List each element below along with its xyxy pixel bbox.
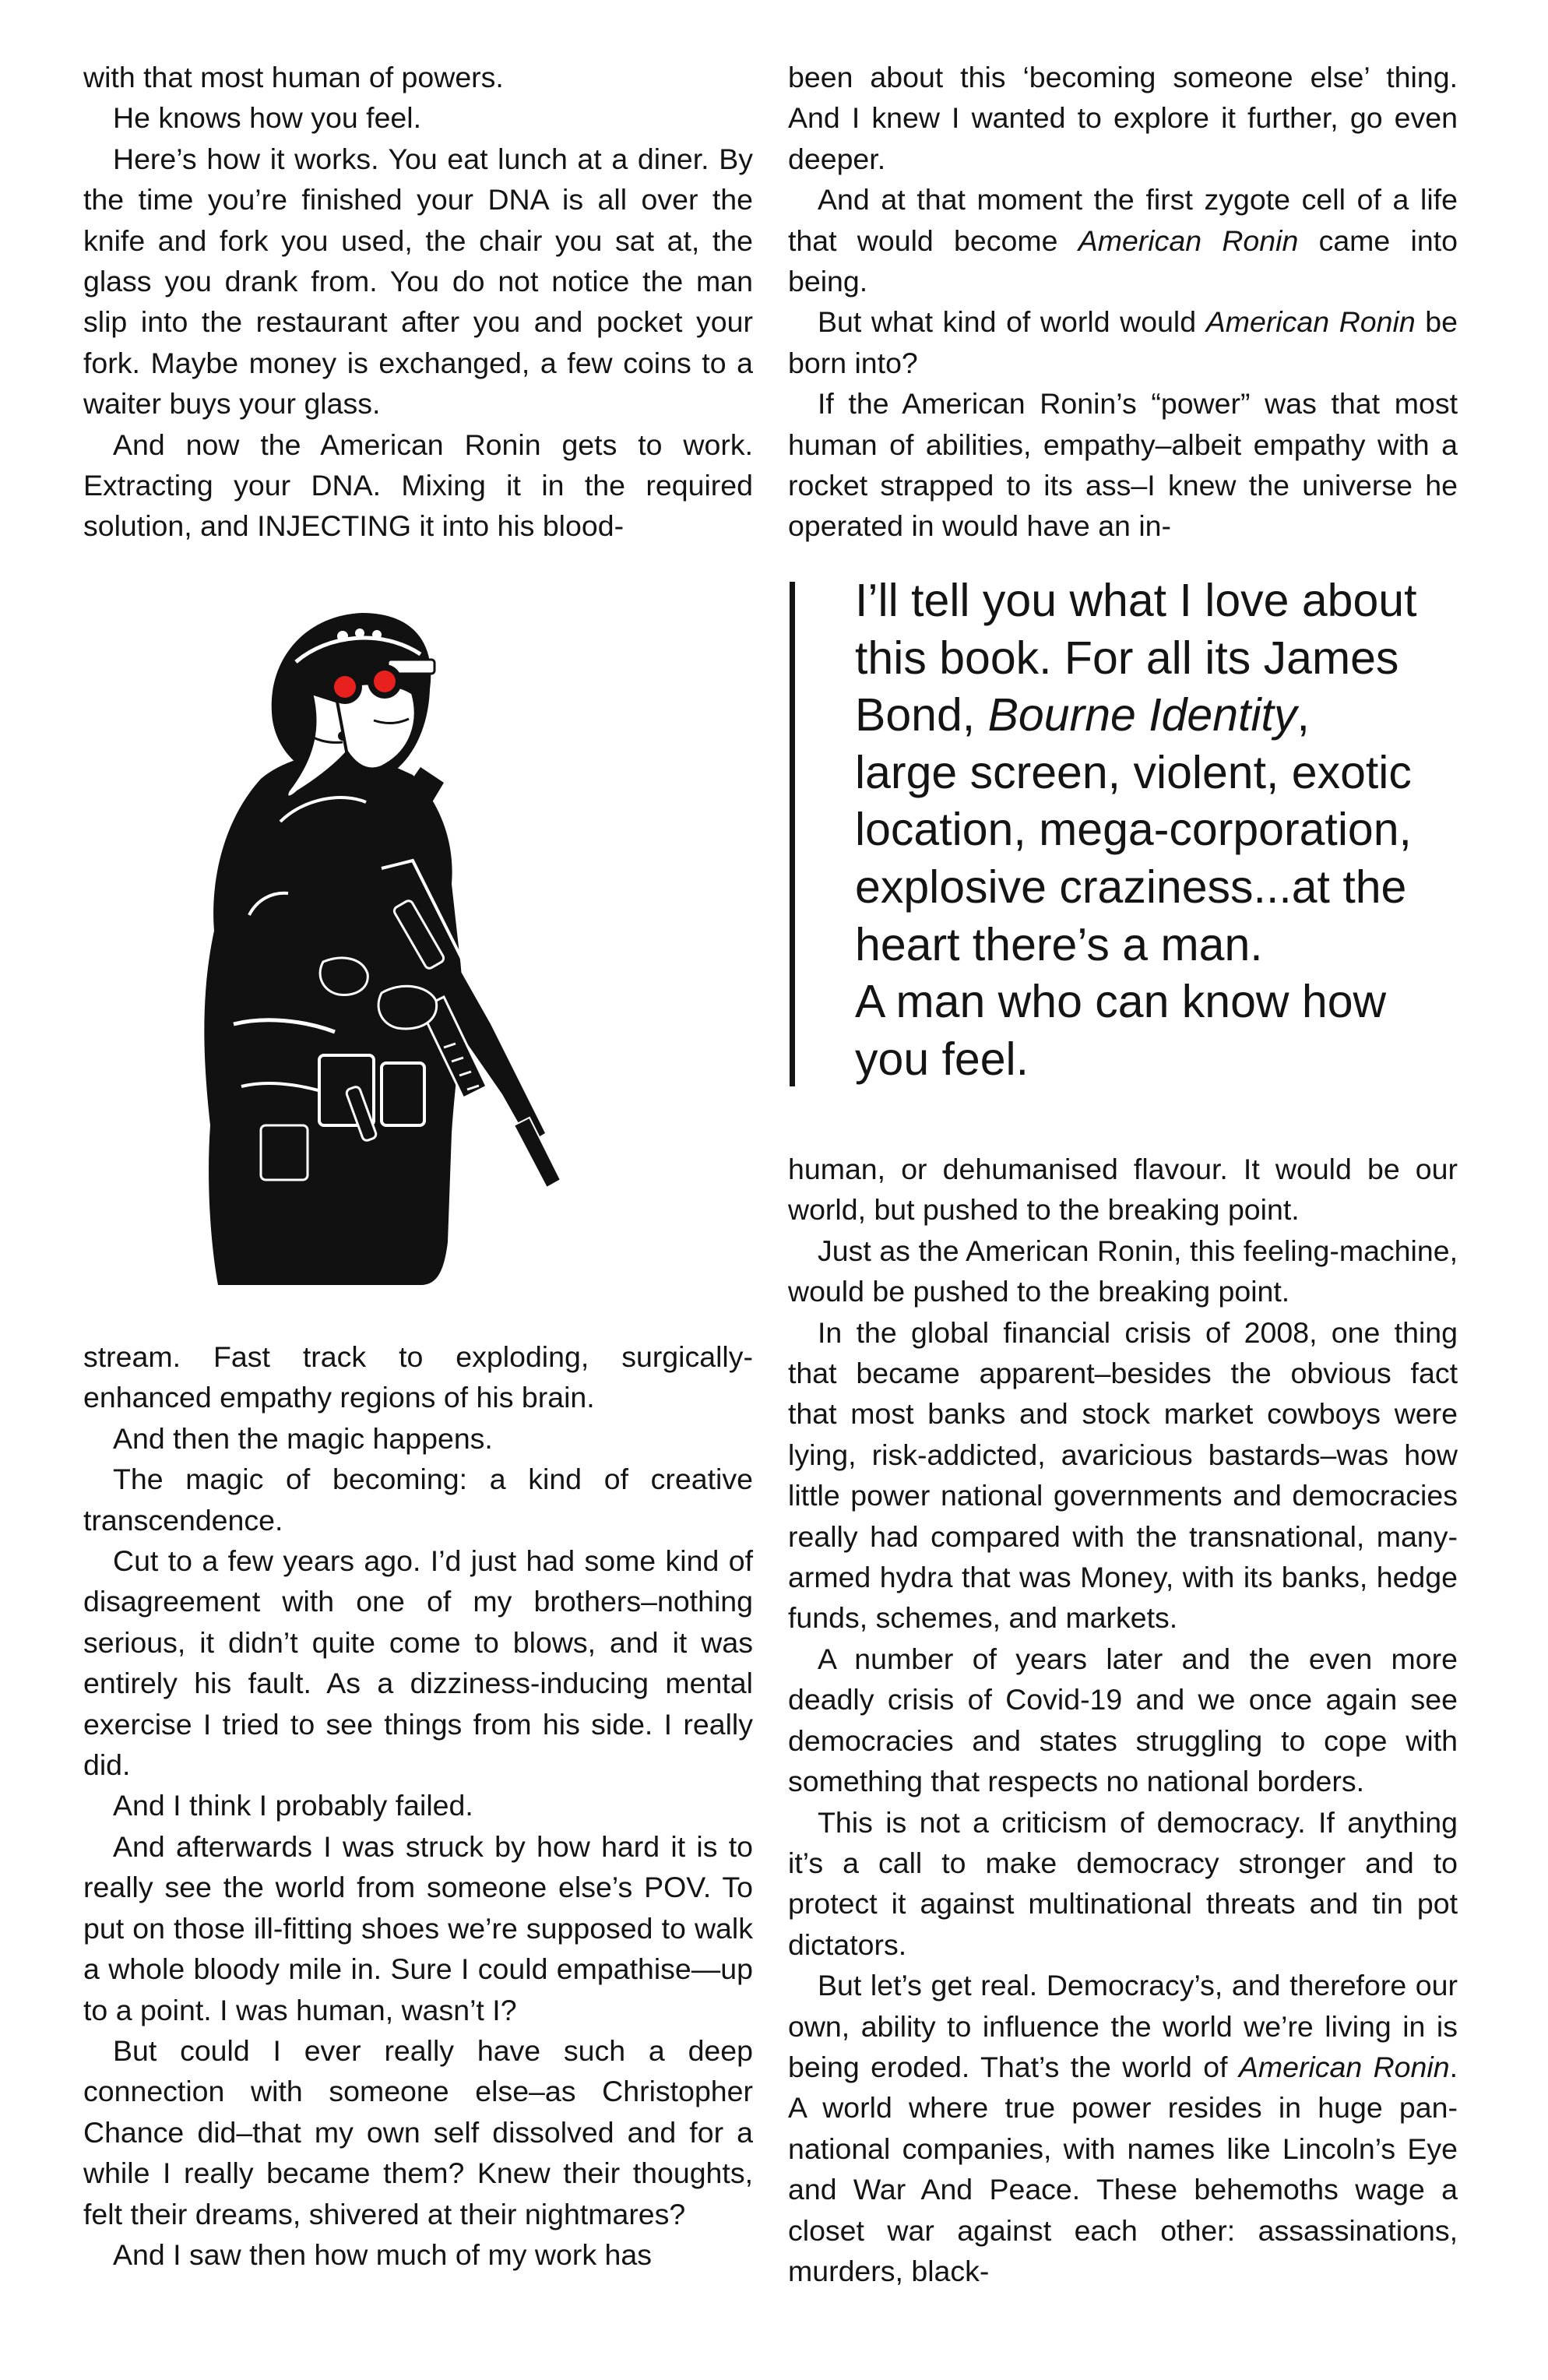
paragraph: Cut to a few years ago. I’d just had some kind of disagreement with one of my brothers–nothing serious, it didn’t quite come to blows, and it was entirely his fault. As a dizziness-inducing mental exercise I tried to see things from his side. I really did.: [83, 1544, 753, 1782]
film-title-italic: Bourne Identity: [987, 689, 1297, 741]
paragraph: But could I ever really have such a deep connection with someone else–as Christopher Chance did–that my own self dissolved and for a while I really became them? Knew their thoughts, felt their dreams, shivered at their nightmares?: [83, 2033, 753, 2230]
text-run: Bond,: [855, 689, 988, 741]
paragraph: The magic of becoming: a kind of creative transcendence.: [83, 1463, 753, 1537]
masked-soldier-with-rifle-icon: [187, 588, 670, 1289]
pull-quote-text: [855, 572, 1493, 1088]
pull-quote-line: A man who can know how: [855, 976, 1387, 1028]
book-title-italic: American Ronin: [1078, 224, 1299, 257]
paragraph: And I think I probably failed.: [113, 1789, 473, 1822]
paragraph: stream. Fast track to exploding, surgically-enhanced empathy regions of his brain.: [83, 1340, 753, 1414]
right-column-bottom: [788, 1149, 1458, 2291]
pull-quote-line: large screen, violent, exotic: [855, 746, 1412, 798]
pull-quote: [790, 572, 1475, 1086]
left-column-top: [83, 57, 753, 547]
paragraph: [788, 301, 1458, 383]
pull-quote-line: you feel.: [855, 1033, 1029, 1085]
text-run: ,: [1296, 689, 1310, 741]
book-title-italic: American Ronin: [1205, 305, 1416, 339]
paragraph: And then the magic happens.: [113, 1421, 493, 1455]
pull-quote-line: I’ll tell you what I love about: [855, 575, 1417, 626]
left-column-bottom: [83, 1336, 753, 2275]
paragraph: human, or dehumanised flavour. It would be our world, but pushed to the breaking point.: [788, 1153, 1458, 1227]
book-title-italic: American Ronin: [1238, 2050, 1450, 2083]
paragraph: And now the American Ronin gets to work. Extracting your DNA. Mixing it in the required solution, and INJECTING it into his blood-: [83, 428, 753, 543]
paragraph: If the American Ronin’s “power” was that most human of abilities, empathy–albeit empathy with a rocket strapped to its ass–I knew the universe he operated in would have an in-: [788, 387, 1458, 543]
pull-quote-line: [855, 687, 1493, 745]
paragraph: And I saw then how much of my work has: [113, 2237, 652, 2271]
text-run: But let’s get real. Democracy’s, and therefore our own, ability to influence the world we’re living in is being eroded. That’s the world of: [788, 1969, 1458, 2083]
text-run: And at that moment the first zygote cell of a life that would become: [788, 183, 1458, 257]
paragraph: Just as the American Ronin, this feeling-machine, would be pushed to the breaking point.: [788, 1234, 1458, 1308]
paragraph: [788, 179, 1458, 301]
pull-quote-line: location, mega-corporation,: [855, 804, 1412, 856]
pull-quote-line: explosive craziness...at the: [855, 861, 1407, 913]
paragraph: He knows how you feel.: [113, 101, 422, 135]
masked-soldier-illustration: [187, 588, 670, 1289]
text-run: be born into?: [788, 305, 1458, 379]
text-run: But what kind of world would: [818, 305, 1206, 339]
pull-quote-line: this book. For all its James: [855, 632, 1399, 684]
paragraph: This is not a criticism of democracy. If anything it’s a call to make democracy stronger and to protect it against multinational threats and tin pot dictators.: [788, 1805, 1458, 1961]
paragraph: been about this ‘becoming someone else’ thing. And I knew I wanted to explore it further, go even deeper.: [788, 61, 1458, 175]
paragraph: Here’s how it works. You eat lunch at a diner. By the time you’re finished your DNA is all over the knife and fork you used, the chair you sat at, the glass you drank from. You do not notice the man slip into the restaurant after you and pocket your fork. Maybe money is exchanged, a few coins to a waiter buys your glass.: [83, 142, 753, 421]
pull-quote-bar: [790, 582, 795, 1086]
pull-quote-line: heart there’s a man.: [855, 918, 1263, 970]
paragraph: A number of years later and the even more deadly crisis of Covid-19 and we once again see democracies and states struggling to cope with something that respects no national borders.: [788, 1642, 1458, 1798]
paragraph: with that most human of powers.: [83, 61, 504, 93]
text-run: . A world where true power resides in huge pan-national companies, with names like Lincoln’s Eye and War And Peace. These behemoths wage a closet war against each other: assassinations, murders, black-: [788, 2050, 1458, 2287]
text-run: came into being.: [788, 224, 1458, 298]
paragraph: In the global financial crisis of 2008, one thing that became apparent–besides the obvious fact that most banks and stock market cowboys were lying, risk-addicted, avaricious bastards–was how little power national governments and democracies really had compared with the transnational, many-armed hydra that was Money, with its banks, hedge funds, schemes, and markets.: [788, 1315, 1458, 1635]
paragraph: [788, 1965, 1458, 2291]
right-column-top: [788, 57, 1458, 547]
paragraph: And afterwards I was struck by how hard it is to really see the world from someone else’s POV. To put on those ill-fitting shoes we’re supposed to walk a whole bloody mile in. Sure I could empathise—up to a point. I was human, wasn’t I?: [83, 1829, 753, 2026]
